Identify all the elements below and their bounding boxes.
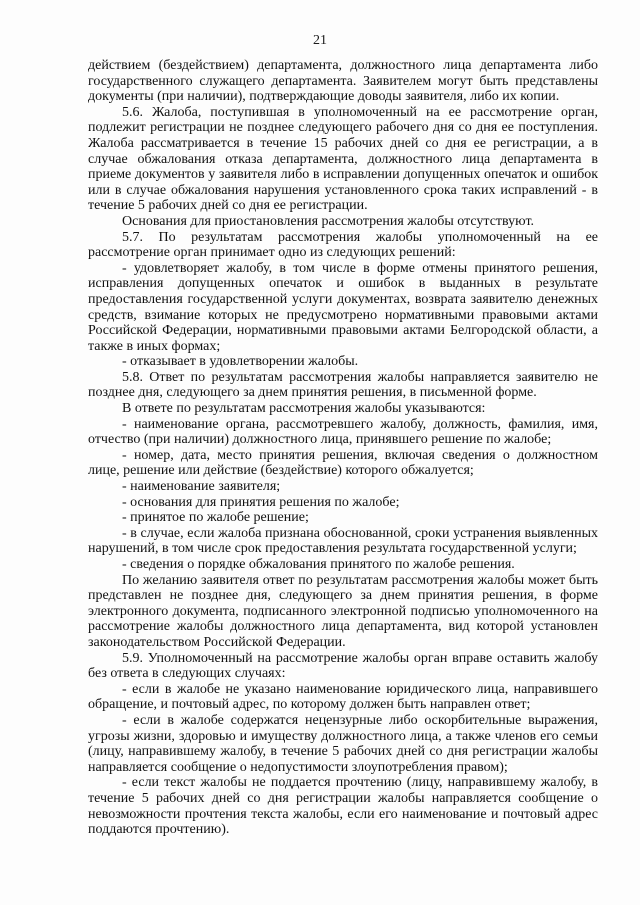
paragraph: Основания для приостановления рассмотрения жалобы отсутствуют.: [122, 213, 535, 229]
paragraph: 5.9. Уполномоченный на рассмотрение жалобы орган вправе оставить жалобу без ответа в следующих случаях:: [88, 650, 598, 682]
list-item: - основания для принятия решения по жалобе;: [122, 494, 400, 510]
paragraph: 5.7. По результатам рассмотрения жалобы уполномоченный на ее рассмотрение орган принимает одно из следующих решений:: [88, 229, 598, 261]
list-item: - если в жалобе содержатся нецензурные либо оскорбительные выражения, угрозы жизни, здоровью и имуществу должностного лица, а также членов его семьи (лицу, направившему жалобу, в течение 5 рабочих дней со дня регистрации жалобы направляется сообщение о недопустимости злоупотребления правом);: [88, 712, 598, 775]
list-item: - удовлетворяет жалобу, в том числе в форме отмены принятого решения, исправления допущенных опечаток и ошибок в выданных в результате предоставления государственной услуги документах, возврата заявителю денежных средств, взимание которых не предусмотрено нормативными правовыми актами Российской Федерации, нормативными правовыми актами Белгородской области, а также в иных формах;: [88, 260, 598, 354]
list-item: - в случае, если жалоба признана обоснованной, сроки устранения выявленных нарушений, в том числе срок предоставления результата государственной услуги;: [88, 525, 598, 557]
list-item: - принятое по жалобе решение;: [122, 510, 309, 526]
list-item: - наименование заявителя;: [122, 479, 281, 495]
list-item: - номер, дата, место принятия решения, включая сведения о должностном лице, решение или действие (бездействие) которого обжалуется;: [88, 447, 598, 479]
list-item: - отказывает в удовлетворении жалобы.: [122, 354, 359, 370]
paragraph: действием (бездействием) департамента, должностного лица департамента либо государственного служащего департамента. Заявителем могут быть представлены документы (при наличии), подтверждающие доводы заявителя, либо их копии.: [88, 58, 598, 105]
paragraph: По желанию заявителя ответ по результатам рассмотрения жалобы может быть представлен не позднее дня, следующего за днем принятия решения, в форме электронного документа, подписанного электронной подписью уполномоченного на рассмотрение жалобы должностного лица департамента, вид которой установлен законодательством Российской Федерации.: [88, 572, 598, 650]
paragraph: В ответе по результатам рассмотрения жалобы указываются:: [122, 401, 486, 417]
document-body: [88, 58, 598, 838]
list-item: - если текст жалобы не поддается прочтению (лицу, направившему жалобу, в течение 5 рабочих дней со дня регистрации жалобы направляется сообщение о невозможности прочтения текста жалобы, если его наименование и почтовый адрес поддаются прочтению).: [88, 775, 598, 838]
list-item: - если в жалобе не указано наименование юридического лица, направившего обращение, и почтовый адрес, по которому должен быть направлен ответ;: [88, 681, 598, 713]
list-item: - сведения о порядке обжалования принятого по жалобе решения.: [122, 557, 515, 572]
page-number: 21: [313, 33, 327, 48]
list-item: - наименование органа, рассмотревшего жалобу, должность, фамилия, имя, отчество (при наличии) должностного лица, принявшего решение по жалобе;: [88, 416, 598, 448]
paragraph: 5.8. Ответ по результатам рассмотрения жалобы направляется заявителю не позднее дня, следующего за днем принятия решения, в письменной форме.: [88, 369, 598, 401]
paragraph: 5.6. Жалоба, поступившая в уполномоченный на ее рассмотрение орган, подлежит регистрации не позднее следующего рабочего дня со дня ее поступления. Жалоба рассматривается в течение 15 рабочих дней со дня ее регистрации, а в случае обжалования отказа департамента, должностного лица департамента в приеме документов у заявителя либо в исправлении допущенных опечаток и ошибок или в случае обжалования нарушения установленного срока таких исправлений - в течение 5 рабочих дней со дня ее регистрации.: [88, 104, 598, 214]
